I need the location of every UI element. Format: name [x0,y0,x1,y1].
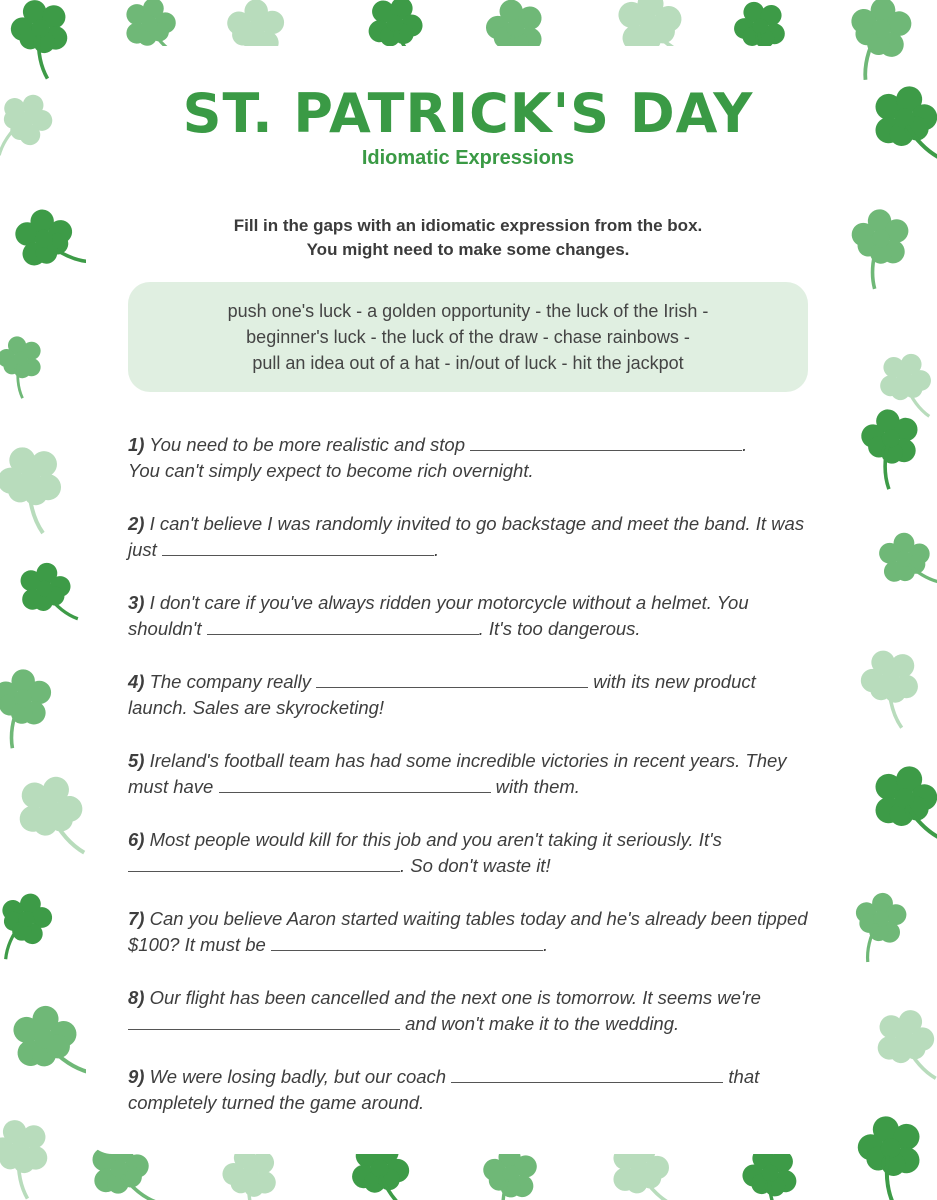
question-8 [128,985,808,1037]
word-box [128,282,808,392]
shamrock-icon [870,1006,937,1091]
shamrock-icon [0,661,62,754]
answer-blank[interactable] [162,537,434,556]
question-number: 4) [128,671,145,692]
page-title: ST. PATRICK'S DAY [182,82,754,145]
question-9 [128,1064,808,1116]
shamrock-icon [2,997,98,1099]
page-subtitle: Idiomatic Expressions [361,147,575,169]
question-text: The company really [144,671,317,692]
question-text: Most people would kill for this job and you aren't taking it seriously. It's [144,829,722,850]
instructions-line-2: You might need to make some changes. [306,240,630,259]
question-text-end: that completely turned the game around. [128,1066,760,1113]
question-1 [128,432,808,484]
question-text-end: with them. [490,776,580,797]
answer-blank[interactable] [316,669,588,688]
shamrock-icon [864,80,937,178]
question-7 [128,906,808,958]
question-text-end: . [433,539,440,560]
question-4 [128,669,808,721]
question-number: 6) [128,829,145,850]
answer-blank[interactable] [128,853,400,872]
shamrock-icon [0,884,60,965]
shamrock-icon [5,200,96,293]
question-3 [128,590,808,642]
shamrock-icon [0,444,67,535]
answer-blank[interactable] [271,932,543,951]
question-text-end: and won't make it to the wedding. [400,1013,680,1034]
question-text: We were losing badly, but our coach [144,1066,452,1087]
word-box-line-1: push one's luck - a golden opportunity - the luck of the Irish - [227,301,709,321]
question-text-end: with its new product launch. Sales are skyrocketing! [128,671,756,718]
question-6 [128,827,808,879]
question-text: Ireland's football team has had some incredible victories in recent years. They must have [128,750,787,797]
word-box-line-2: beginner's luck - the luck of the draw - chase rainbows - [246,327,690,347]
question-number: 2) [128,513,145,534]
instructions-line-1: Fill in the gaps with an idiomatic expression from the box. [233,216,703,235]
answer-blank[interactable] [470,432,742,451]
answer-blank[interactable] [207,616,479,635]
answer-blank[interactable] [219,774,491,793]
question-text-end: . So don't waste it! [400,855,551,876]
shamrock-icon [864,760,937,858]
shamrock-icon [845,403,928,493]
shamrock-icon [870,525,937,607]
question-number: 3) [128,592,145,613]
question-number: 7) [128,908,145,929]
answer-blank[interactable] [128,1011,400,1030]
instructions [128,214,808,262]
question-text: Our flight has been cancelled and the next one is tomorrow. It seems we're [144,987,761,1008]
shamrock-icon [0,1116,55,1200]
question-text: I don't care if you've always ridden your motorcycle without a helmet. You shouldn't [128,592,749,639]
shamrock-icon [0,332,48,401]
question-text: Can you believe Aaron started waiting tables today and he's already been tipped $100? It must be [128,908,808,955]
question-text: I can't believe I was randomly invited to go backstage and meet the band. It was just [128,513,805,560]
question-text-end: . [742,434,748,455]
question-number: 9) [128,1066,145,1087]
question-number: 5) [128,750,145,771]
shamrock-icon [11,557,85,637]
answer-blank[interactable] [451,1064,723,1083]
shamrock-icon [11,772,94,867]
question-text-line-2: You can't simply expect to become rich overnight. [128,460,534,481]
word-box-line-3: pull an idea out of a hat - in/out of luck - hit the jackpot [252,353,684,373]
question-5 [128,748,808,800]
question-text-end: . [542,934,549,955]
question-2 [128,511,808,563]
question-number: 1) [128,434,145,455]
question-text: You need to be more realistic and stop [144,434,471,455]
question-number: 8) [128,987,145,1008]
shamrock-icon [0,85,59,162]
shamrock-icon [1,0,76,81]
question-text-end: . It's too dangerous. [478,618,641,639]
shamrock-icon [843,1110,931,1200]
question-list [128,432,808,1116]
shamrock-icon [854,648,923,730]
worksheet [86,46,850,1154]
